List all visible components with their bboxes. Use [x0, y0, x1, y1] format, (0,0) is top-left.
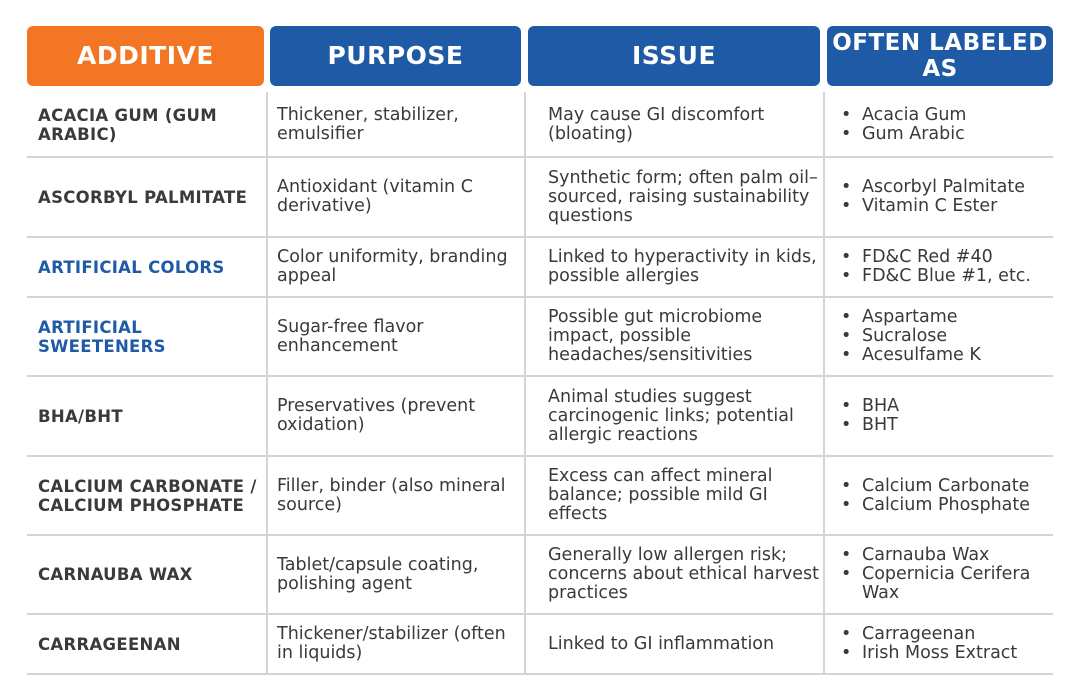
- table-row-purpose: Tablet/capsule coating, polishing agent: [277, 554, 479, 594]
- table-row-additive: ACACIA GUM (GUM ARABIC): [38, 106, 217, 144]
- table-row-additive: CALCIUM CARBONATE / CALCIUM PHOSPHATE: [38, 476, 257, 515]
- table-row-purpose: Thickener, stabilizer, emulsifier: [277, 105, 459, 144]
- table-row-issue: May cause GI discomfort (bloating): [548, 105, 765, 144]
- table-row-labels: [838, 457, 1053, 534]
- table-row-additive: ARTIFICIAL SWEETENERS: [38, 317, 166, 356]
- table-row-issue: Possible gut microbiome impact, possible headaches/sensitivities: [548, 307, 763, 365]
- table-row-purpose: Preservatives (prevent oxidation): [277, 396, 476, 435]
- table-row-purpose: Filler, binder (also mineral source): [277, 475, 506, 515]
- label-item: • Gum Arabic: [838, 125, 966, 144]
- label-item: • Acesulfame K: [838, 346, 981, 365]
- table-row-additive: ASCORBYL PALMITATE: [38, 187, 248, 207]
- table-row-labels: [838, 158, 1053, 236]
- label-item: • Carnauba Wax: [838, 546, 1053, 565]
- table-row-purpose: Sugar-free flavor enhancement: [277, 316, 424, 356]
- table-row-labels: [838, 615, 1053, 673]
- header-issue: ISSUE: [528, 26, 820, 86]
- table-row-additive: CARNAUBA WAX: [38, 565, 193, 584]
- label-item: • Sucralose: [838, 327, 981, 346]
- table-row-labels: [838, 536, 1053, 613]
- table-row-additive: BHA/BHT: [38, 406, 123, 426]
- table-row-issue: Generally low allergen risk; concerns about ethical harvest practices: [548, 545, 819, 603]
- table-row-purpose: Color uniformity, branding appeal: [277, 247, 508, 286]
- table-row-issue: Animal studies suggest carcinogenic links; potential allergic reactions: [548, 386, 794, 445]
- table-row-additive: CARRAGEENAN: [38, 634, 181, 654]
- label-item: • Irish Moss Extract: [838, 644, 1017, 663]
- label-item: • Calcium Phosphate: [838, 496, 1030, 515]
- label-item: • Acacia Gum: [838, 106, 966, 125]
- table-row-issue: Synthetic form; often palm oil–sourced, raising sustainability questions: [548, 167, 818, 226]
- table-row-issue: Linked to GI inflammation: [548, 633, 775, 654]
- header-often-labeled-as: OFTEN LABELED AS: [827, 26, 1053, 86]
- column-divider: [524, 92, 526, 675]
- table-row-purpose: Thickener/stabilizer (often in liquids): [277, 624, 506, 663]
- table-row-issue: Linked to hyperactivity in kids, possible allergies: [548, 247, 817, 286]
- table-row-labels: [838, 377, 1053, 455]
- column-divider: [266, 92, 268, 675]
- label-item: • Aspartame: [838, 308, 981, 327]
- label-item: • Carrageenan: [838, 625, 1017, 644]
- table-row-additive: ARTIFICIAL COLORS: [38, 257, 225, 277]
- table-row-issue: Excess can affect mineral balance; possible mild GI effects: [548, 466, 773, 524]
- header-purpose: PURPOSE: [270, 26, 521, 86]
- table-row-labels: [838, 94, 1053, 156]
- label-item: • BHA: [838, 397, 899, 416]
- label-item: • Calcium Carbonate: [838, 477, 1030, 496]
- label-item: • FD&C Red #40: [838, 248, 1031, 267]
- label-item: • Vitamin C Ester: [838, 197, 1025, 216]
- table-row-labels: [838, 298, 1053, 375]
- table-row-purpose: Antioxidant (vitamin C derivative): [277, 177, 473, 216]
- label-item: • Copernicia Cerifera Wax: [838, 565, 1053, 603]
- header-additive: ADDITIVE: [27, 26, 264, 86]
- label-item: • FD&C Blue #1, etc.: [838, 267, 1031, 286]
- table-row-labels: [838, 238, 1053, 296]
- label-item: • Ascorbyl Palmitate: [838, 178, 1025, 197]
- label-item: • BHT: [838, 416, 899, 435]
